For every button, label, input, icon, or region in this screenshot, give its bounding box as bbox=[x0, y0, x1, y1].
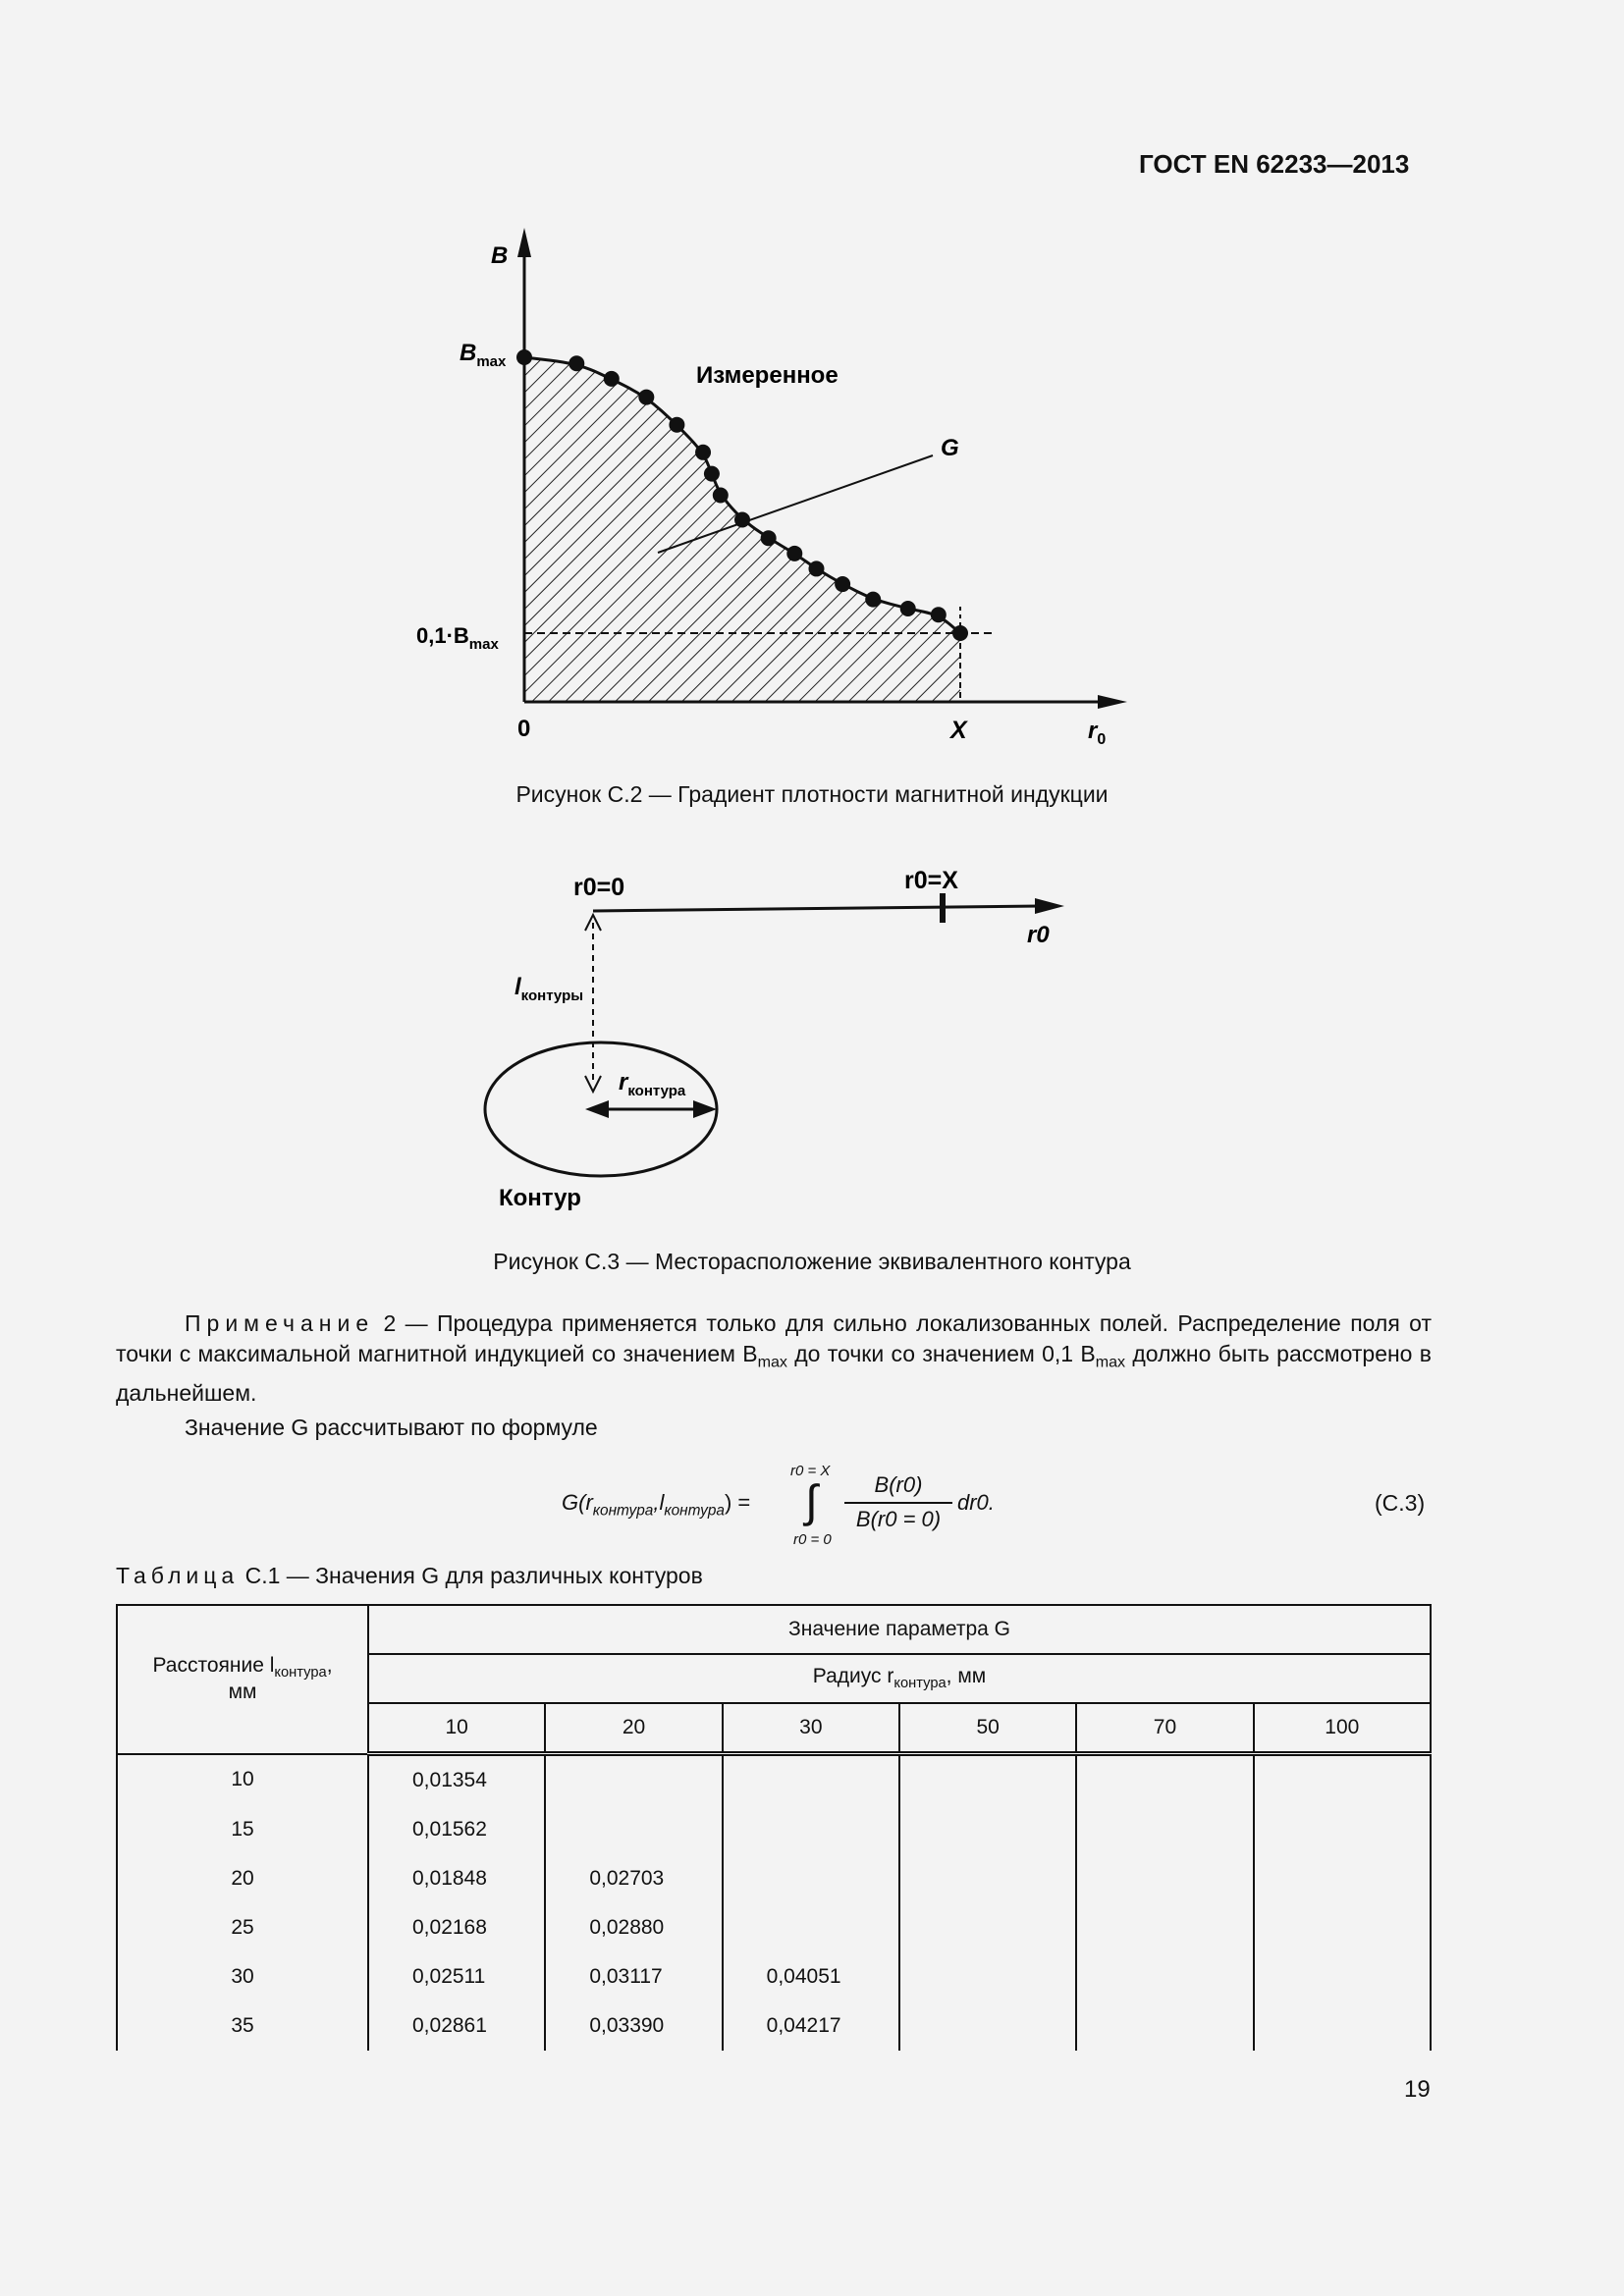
low-level-label: $0,1\cdot B_{max}$ bbox=[416, 623, 499, 653]
g-value-cell: 0,02880 bbox=[545, 1903, 722, 1952]
table-title: Таблица С.1 — Значения G для различных контуров bbox=[116, 1563, 703, 1588]
document-id: ГОСТ EN 62233—2013 bbox=[1139, 149, 1410, 179]
g-value-cell bbox=[1076, 1854, 1253, 1903]
r0-x-label: r0=X bbox=[904, 867, 958, 894]
page-number: 19 bbox=[1404, 2076, 1431, 2103]
g-value-cell: 0,03117 bbox=[545, 1952, 722, 2002]
table-row bbox=[117, 1805, 1431, 1854]
data-point bbox=[865, 592, 881, 608]
y-axis-label: B bbox=[491, 242, 509, 269]
radius-col-header: 100 bbox=[1254, 1703, 1431, 1754]
g-value-cell: 0,04217 bbox=[723, 2002, 899, 2051]
distance-cell: 35 bbox=[117, 2002, 368, 2051]
g-value-cell bbox=[723, 1903, 899, 1952]
g-value-cell bbox=[1254, 1805, 1431, 1854]
data-point bbox=[952, 625, 968, 641]
g-value-cell bbox=[899, 1952, 1076, 2002]
data-point bbox=[568, 355, 584, 371]
distance-cell: 25 bbox=[117, 1903, 368, 1952]
table-row bbox=[117, 1903, 1431, 1952]
figure-c2-chart bbox=[0, 0, 1624, 785]
distance-cell: 30 bbox=[117, 1952, 368, 2002]
formula-number: (С.3) bbox=[1375, 1490, 1426, 1516]
data-point bbox=[695, 445, 711, 460]
data-point bbox=[900, 601, 916, 616]
formula-c3 bbox=[560, 1463, 1070, 1551]
data-point bbox=[516, 349, 532, 365]
integral-area bbox=[524, 357, 960, 702]
r0-zero-label: r0=0 bbox=[573, 874, 625, 901]
g-value-cell: 0,02703 bbox=[545, 1854, 722, 1903]
figure-c3-diagram bbox=[0, 844, 1624, 1237]
g-value-cell bbox=[899, 1854, 1076, 1903]
fraction-numerator: B(r0) bbox=[874, 1472, 923, 1497]
r-contour-arrow-left bbox=[585, 1100, 609, 1118]
radius-col-header: 10 bbox=[368, 1703, 545, 1754]
g-value-cell: 0,02511 bbox=[368, 1952, 545, 2002]
table-row bbox=[117, 1952, 1431, 2002]
g-label: G bbox=[941, 435, 959, 461]
data-point bbox=[931, 607, 947, 622]
radius-header: Радиус $r_{контура}$, мм bbox=[368, 1654, 1431, 1703]
formula-tail: dr0. bbox=[957, 1490, 995, 1515]
note-paragraph: Примечание 2 — Процедура применяется только для сильно локализованных полей. Распределение поля от точки с максимальной магнитной индукцией со значением $B_{max}$ до точки со значением 0,1 $B_{max}$ должно быть рассмотрено в дальнейшем. bbox=[116, 1310, 1432, 1406]
integral-sign: ∫ bbox=[805, 1475, 818, 1526]
y-axis-arrow bbox=[517, 228, 531, 257]
distance-cell: 20 bbox=[117, 1854, 368, 1903]
data-point bbox=[713, 488, 729, 504]
l-contour-label: $l_{контуры}$ bbox=[514, 974, 584, 1004]
fraction-denominator: B(r0 = 0) bbox=[855, 1507, 942, 1531]
table-row bbox=[117, 2002, 1431, 2051]
figure-c2-caption: Рисунок С.2 — Градиент плотности магнитной индукции bbox=[515, 781, 1109, 807]
g-value-cell bbox=[1254, 2002, 1431, 2051]
g-value-cell: 0,03390 bbox=[545, 2002, 722, 2051]
r0-axis-label: r0 bbox=[1027, 922, 1050, 948]
g-value-cell bbox=[1254, 1903, 1431, 1952]
radius-col-header: 20 bbox=[545, 1703, 722, 1754]
formula-intro: Значение G рассчитывают по формуле bbox=[185, 1415, 598, 1440]
g-value-cell: 0,01562 bbox=[368, 1805, 545, 1854]
distance-header: Расстояние $l_{контура}$, мм bbox=[117, 1605, 368, 1754]
measured-label: Измеренное bbox=[696, 362, 839, 389]
g-value-cell bbox=[723, 1854, 899, 1903]
data-point bbox=[604, 371, 620, 387]
g-value-cell bbox=[1076, 1754, 1253, 1806]
origin-label: 0 bbox=[517, 716, 531, 742]
g-value-cell: 0,02861 bbox=[368, 2002, 545, 2051]
note-prefix: Примечание bbox=[185, 1310, 375, 1336]
contour-label: Контур bbox=[499, 1185, 581, 1211]
table-row bbox=[117, 1854, 1431, 1903]
g-value-cell: 0,04051 bbox=[723, 1952, 899, 2002]
r-contour-arrow-right bbox=[693, 1100, 717, 1118]
g-value-cell bbox=[1076, 1903, 1253, 1952]
data-point bbox=[786, 546, 802, 561]
g-value-cell bbox=[1076, 2002, 1253, 2051]
r-contour-label: $r_{контура}$ bbox=[619, 1069, 686, 1099]
g-value-cell bbox=[723, 1805, 899, 1854]
data-point bbox=[761, 530, 777, 546]
distance-cell: 10 bbox=[117, 1754, 368, 1806]
radius-col-header: 70 bbox=[1076, 1703, 1253, 1754]
bmax-label: $B_{max}$ bbox=[460, 340, 507, 370]
data-point bbox=[835, 576, 850, 592]
upper-limit: r0 = X bbox=[790, 1463, 831, 1479]
g-value-cell bbox=[1254, 1952, 1431, 2002]
x-axis-label: $r_0$ bbox=[1088, 718, 1107, 748]
g-value-cell bbox=[899, 1754, 1076, 1806]
distance-cell: 15 bbox=[117, 1805, 368, 1854]
r0-axis-arrow bbox=[1035, 898, 1064, 914]
data-point bbox=[734, 511, 750, 527]
x-mark-label: X bbox=[950, 717, 967, 744]
fraction-bar bbox=[844, 1502, 952, 1504]
lower-limit: r0 = 0 bbox=[793, 1531, 832, 1548]
g-value-cell bbox=[723, 1754, 899, 1806]
formula-lhs: $G(r_{контура},l_{контура})$ = bbox=[562, 1490, 751, 1520]
data-point bbox=[638, 390, 654, 405]
g-value-cell bbox=[899, 1805, 1076, 1854]
data-point bbox=[669, 417, 684, 433]
g-value-cell bbox=[899, 2002, 1076, 2051]
g-value-cell bbox=[899, 1903, 1076, 1952]
g-value-cell: 0,01848 bbox=[368, 1854, 545, 1903]
data-point bbox=[808, 561, 824, 576]
table-row bbox=[117, 1754, 1431, 1806]
g-value-cell bbox=[545, 1805, 722, 1854]
g-value-cell bbox=[1076, 1805, 1253, 1854]
g-value-cell bbox=[1254, 1754, 1431, 1806]
g-values-table bbox=[116, 1604, 1432, 2051]
g-value-cell bbox=[1254, 1854, 1431, 1903]
r0-axis bbox=[593, 906, 1041, 911]
figure-c3-caption: Рисунок С.3 — Месторасположение эквивалентного контура bbox=[493, 1249, 1131, 1274]
data-point bbox=[704, 466, 720, 482]
radius-col-header: 30 bbox=[723, 1703, 899, 1754]
group-header: Значение параметра G bbox=[368, 1605, 1431, 1654]
x-axis-arrow bbox=[1098, 695, 1127, 709]
g-value-cell bbox=[545, 1754, 722, 1806]
g-value-cell: 0,01354 bbox=[368, 1754, 545, 1806]
g-value-cell bbox=[1076, 1952, 1253, 2002]
radius-col-header: 50 bbox=[899, 1703, 1076, 1754]
g-value-cell: 0,02168 bbox=[368, 1903, 545, 1952]
